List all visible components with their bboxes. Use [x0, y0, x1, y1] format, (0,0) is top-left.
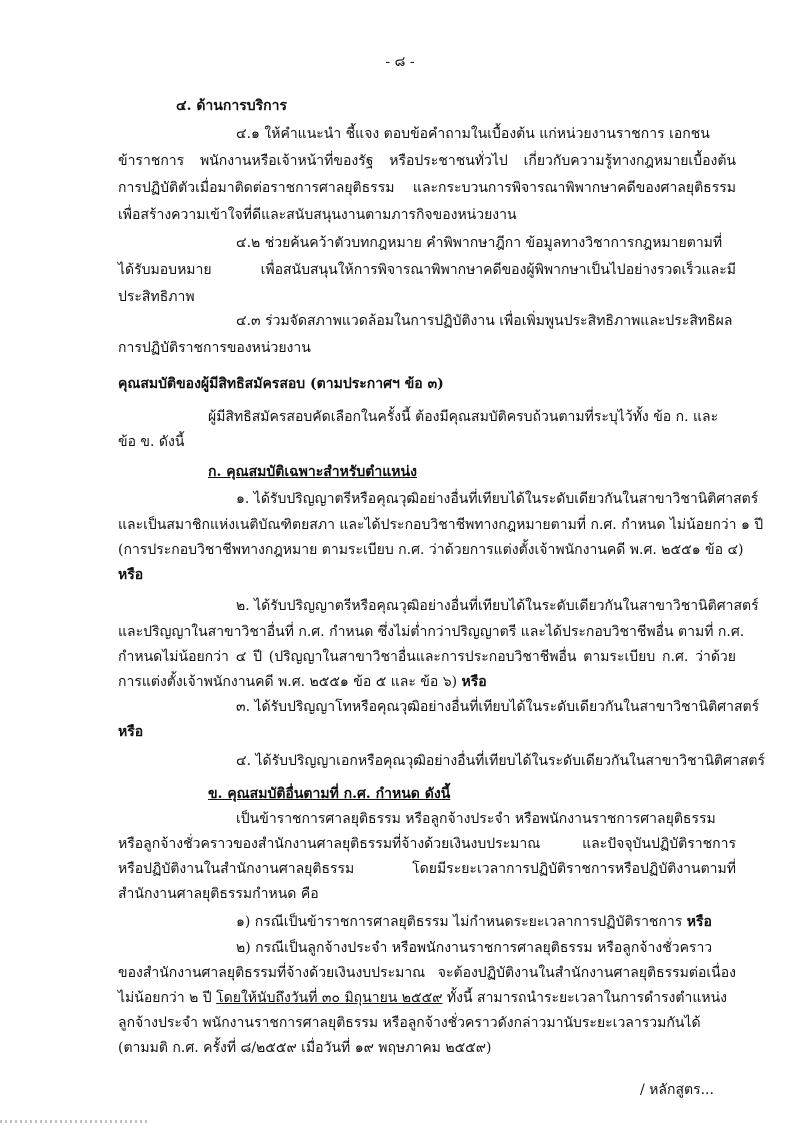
text-line: ๑. ได้รับปริญญาตรีหรือคุณวุฒิอย่างอื่นที่เทียบได้ในระดับเดียวกันในสาขาวิชานิติศาสตร์ [236, 491, 759, 507]
text-span: ทั้งนี้ สามารถนำระยะเวลาในการดำรงตำแหน่ง [442, 990, 727, 1006]
section-heading-4: ๔. ด้านการบริการ [176, 98, 287, 114]
text-line: ๔.๑ ให้คำแนะนำ ชี้แจง ตอบข้อคำถามในเบื้องต้น แก่หน่วยงานราชการ เอกชน [236, 126, 710, 142]
text-line: การปฏิบัติตัวเมื่อมาติดต่อราชการศาลยุติธรรม และกระบวนการพิจารณาพิพากษาคดีของศาลยุติธรรม [118, 180, 736, 196]
text-line: ๒. ได้รับปริญญาตรีหรือคุณวุฒิอย่างอื่นที่เทียบได้ในระดับเดียวกันในสาขาวิชานิติศาสตร์ [236, 598, 759, 614]
qualifications-heading: คุณสมบัติของผู้มีสิทธิสมัครสอบ (ตามประกาศฯ ข้อ ๓) [118, 376, 444, 392]
text-line: ลูกจ้างประจำ พนักงานราชการศาลยุติธรรม หรือลูกจ้างชั่วคราวดังกล่าวมานับระยะเวลารวมกันได้ [118, 1015, 701, 1031]
or-word: หรือ [461, 674, 487, 690]
text-span-underlined: โดยให้นับถึงวันที่ ๓๐ มิถุนายน ๒๕๕๙ [216, 990, 443, 1006]
text-line: ของสำนักงานศาลยุติธรรมที่จ้างด้วยเงินงบประมาณ จะต้องปฏิบัติงานในสำนักงานศาลยุติธรรมต่อเนื่อง [118, 965, 736, 981]
text-line [236, 912, 712, 932]
text-line: ๔.๒ ช่วยค้นคว้าตัวบทกฎหมาย คำพิพากษาฎีกา ข้อมูลทางวิชาการกฎหมายตามที่ [236, 235, 723, 251]
text-span: ๑) กรณีเป็นข้าราชการศาลยุติธรรม ไม่กำหนดระยะเวลาการปฏิบัติราชการ [236, 914, 687, 930]
or-word: หรือ [686, 914, 712, 930]
or-word: หรือ [118, 724, 144, 740]
text-line: การปฏิบัติราชการของหน่วยงาน [118, 340, 311, 356]
text-line: ๔. ได้รับปริญญาเอกหรือคุณวุฒิอย่างอื่นที่เทียบได้ในระดับเดียวกันในสาขาวิชานิติศาสตร์ [236, 753, 766, 769]
text-line: (การประกอบวิชาชีพทางกฎหมาย ตามระเบียบ ก.ศ. ว่าด้วยการแต่งตั้งเจ้าพนักงานคดี พ.ศ. ๒๕๕๑ ข้อ ๔) [118, 542, 744, 558]
text-line: เป็นข้าราชการศาลยุติธรรม หรือลูกจ้างประจำ หรือพนักงานราชการศาลยุติธรรม [236, 811, 716, 827]
text-line: ประสิทธิภาพ [118, 289, 195, 305]
text-line [118, 672, 487, 692]
text-span: ไม่น้อยกว่า ๒ ปี [118, 990, 217, 1006]
text-line: สำนักงานศาลยุติธรรมกำหนด คือ [118, 886, 319, 902]
text-line: ๓. ได้รับปริญญาโทหรือคุณวุฒิอย่างอื่นที่เทียบได้ในระดับเดียวกันในสาขาวิชานิติศาสตร์ [236, 699, 760, 715]
page-number: - ๘ - [385, 54, 415, 70]
text-line: ๔.๓ ร่วมจัดสภาพแวดล้อมในการปฏิบัติงาน เพื่อเพิ่มพูนประสิทธิภาพและประสิทธิผล [236, 313, 733, 329]
text-line: ข้อ ข. ดังนี้ [118, 434, 185, 450]
text-line: กำหนดไม่น้อยกว่า ๔ ปี (ปริญญาในสาขาวิชาอื่นและการประกอบวิชาชีพอื่น ตามระเบียบ ก.ศ. ว่าด้วย [118, 649, 736, 665]
text-line: ๒) กรณีเป็นลูกจ้างประจำ หรือพนักงานราชการศาลยุติธรรม หรือลูกจ้างชั่วคราว [236, 940, 713, 956]
subheading-b: ข. คุณสมบัติอื่นตามที่ ก.ศ. กำหนด ดังนี้ [208, 786, 451, 802]
text-line: หรือลูกจ้างชั่วคราวของสำนักงานศาลยุติธรรมที่จ้างด้วยเงินงบประมาณ และปัจจุบันปฏิบัติราชการ [118, 836, 736, 852]
text-line: และเป็นสมาชิกแห่งเนติบัณฑิตยสภา และได้ประกอบวิชาชีพทางกฎหมายตามที่ ก.ศ. กำหนด ไม่น้อยกว่า ๑ ปี [118, 517, 764, 533]
text-line: ผู้มีสิทธิสมัครสอบคัดเลือกในครั้งนี้ ต้องมีคุณสมบัติครบถ้วนตามที่ระบุไว้ทั้ง ข้อ ก. และ [208, 409, 719, 425]
continuation-note: / หลักสูตร... [640, 1082, 714, 1098]
text-line [118, 988, 727, 1008]
text-line: ข้าราชการ พนักงานหรือเจ้าหน้าที่ของรัฐ หรือประชาชนทั่วไป เกี่ยวกับความรู้ทางกฎหมายเบื้องต้น [118, 153, 736, 169]
text-line: และปริญญาในสาขาวิชาอื่นที่ ก.ศ. กำหนด ซึ่งไม่ต่ำกว่าปริญญาตรี และได้ประกอบวิชาชีพอื่น ตามที่ ก.ศ. [118, 624, 745, 640]
text-line: ได้รับมอบหมาย เพื่อสนับสนุนให้การพิจารณาพิพากษาคดีของผู้พิพากษาเป็นไปอย่างรวดเร็วและมี [118, 262, 736, 278]
scan-artifact [0, 1120, 150, 1123]
text-line: เพื่อสร้างความเข้าใจที่ดีและสนับสนุนงานตามภารกิจของหน่วยงาน [118, 207, 517, 223]
subheading-a: ก. คุณสมบัติเฉพาะสำหรับตำแหน่ง [208, 464, 417, 480]
text-line: หรือปฏิบัติงานในสำนักงานศาลยุติธรรม โดยมีระยะเวลาการปฏิบัติราชการหรือปฏิบัติงานตามที่ [118, 861, 736, 877]
text-line: (ตามมติ ก.ศ. ครั้งที่ ๘/๒๕๕๙ เมื่อวันที่ ๑๙ พฤษภาคม ๒๕๕๙) [118, 1040, 492, 1056]
text-span: การแต่งตั้งเจ้าพนักงานคดี พ.ศ. ๒๕๕๑ ข้อ ๕ และ ข้อ ๖) [118, 674, 462, 690]
or-word: หรือ [118, 567, 144, 583]
